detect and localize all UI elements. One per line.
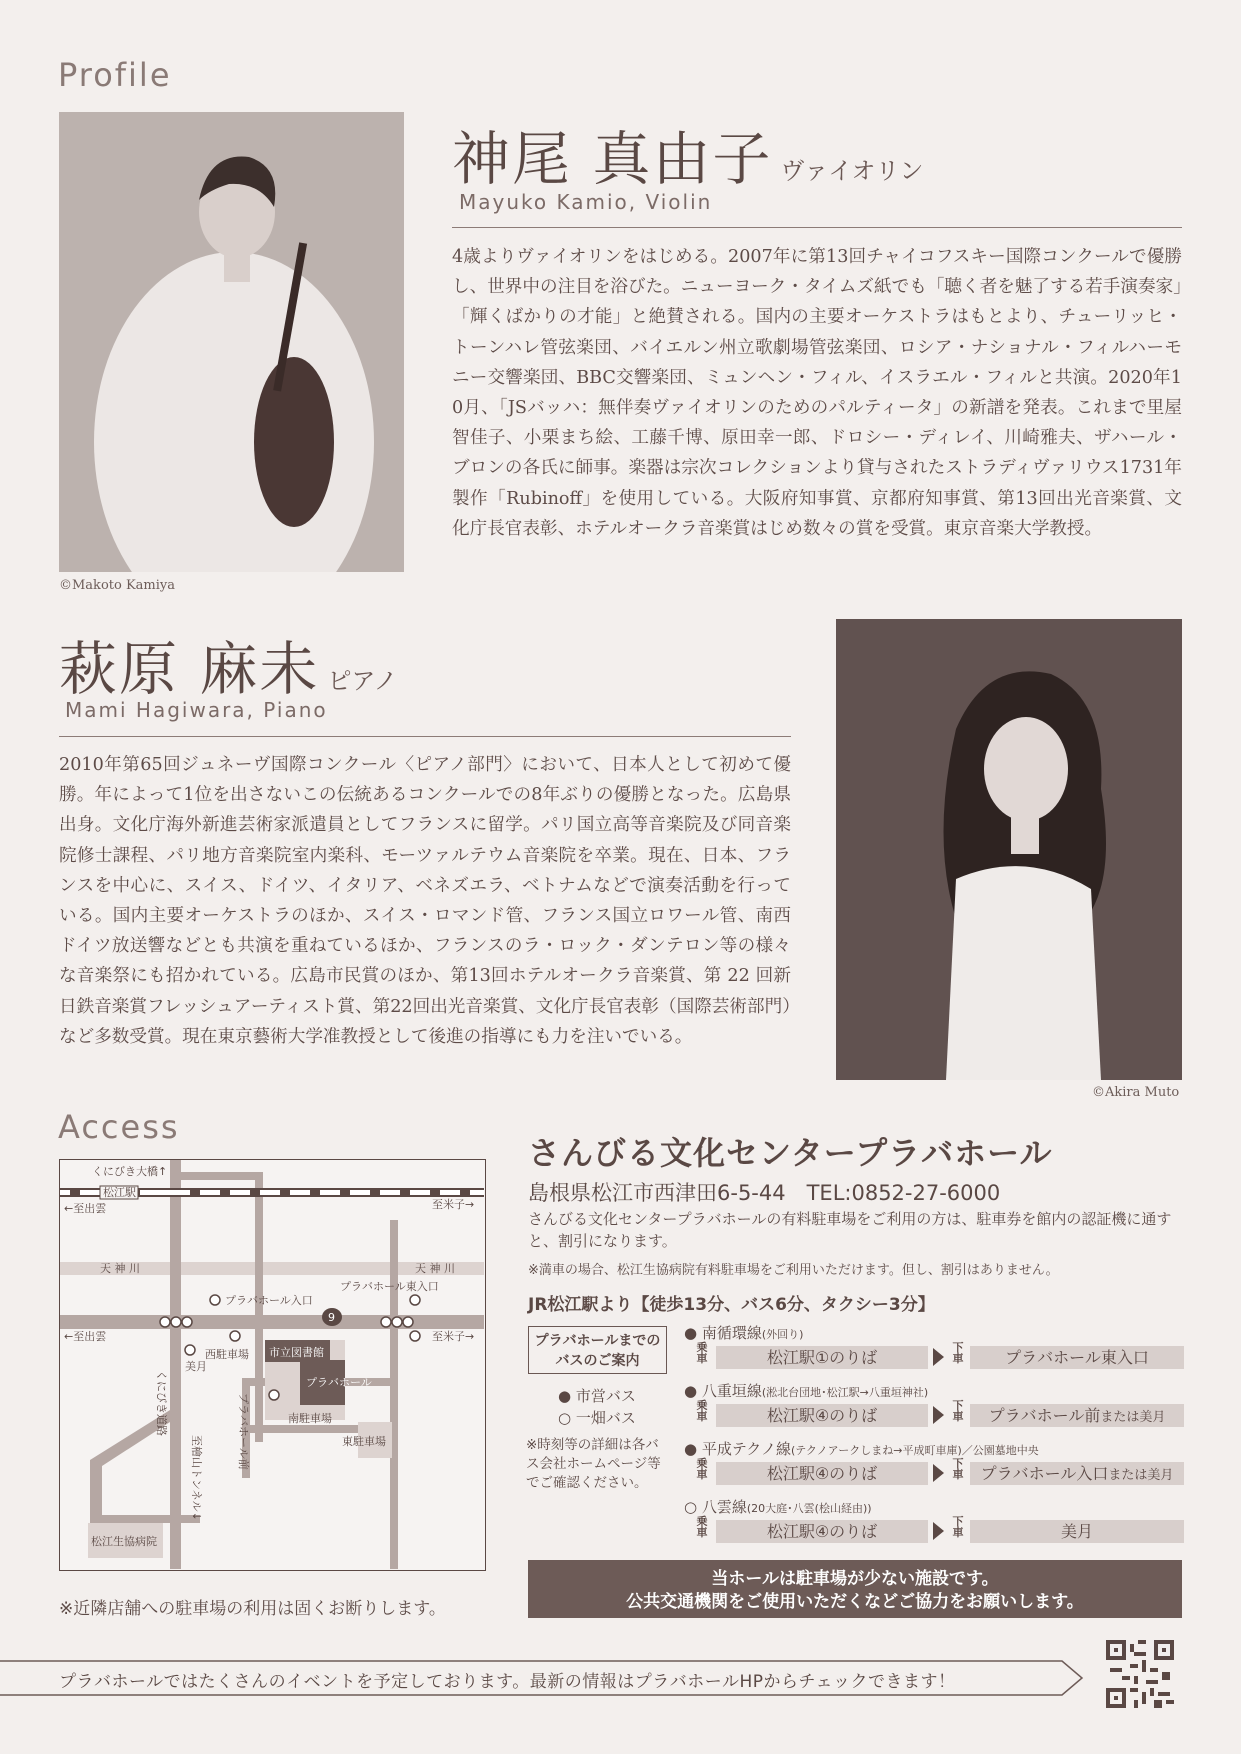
hall-address: 島根県松江市西津田6-5-44 TEL:0852-27-6000 bbox=[528, 1181, 1001, 1205]
violinist-photo bbox=[59, 112, 404, 572]
pianist-instrument: ピアノ bbox=[327, 667, 398, 695]
footer-text: プラバホールではたくさんのイベントを予定しております。最新の情報はプラバホールHPからチェックできます！ bbox=[59, 1672, 956, 1692]
pianist-divider bbox=[59, 736, 791, 737]
map-label-to-yonago-top: 至米子→ bbox=[432, 1198, 475, 1211]
board-label: 乗車 bbox=[696, 1457, 708, 1481]
alight-label: 下車 bbox=[952, 1515, 964, 1539]
parking-info: さんびる文化センタープラバホールの有料駐車場をご利用の方は、駐車券を館内の認証機に通すと、割引になります。 bbox=[528, 1210, 1172, 1250]
alight-label: 下車 bbox=[952, 1341, 964, 1365]
qr-code[interactable] bbox=[1106, 1640, 1174, 1708]
board-label: 乗車 bbox=[696, 1515, 708, 1539]
board-label: 乗車 bbox=[696, 1341, 708, 1365]
arrow-icon bbox=[933, 1464, 944, 1482]
timetable-note: ※時刻等の詳細は各バス会社ホームページ等でご確認ください。 bbox=[526, 1437, 661, 1491]
violinist-bio: 4歳よりヴァイオリンをはじめる。2007年に第13回チャイコフスキー国際コンクールで優勝し、世界中の注目を浴びた。ニューヨーク・タイムズ紙でも「聴く者を魅了する若手演奏家」「輝くばかりの才能」と絶賛される。国内の主要オーケストラはもとより、チューリッヒ・トーンハレ管弦楽団、バイエルン州立歌劇場管弦楽団、ロシア・ナショナル・フィルハーモニー交響楽団、BBC交響楽団、ミュンヘン・フィル、イスラエル・フィルと共演。2020年10月、「JSバッハ：無伴奏ヴァイオリンのためのパルティータ」の新譜を発表。これまで里屋智佳子、小栗まち絵、工藤千博、原田幸一郎、ドロシー・ディレイ、川崎雅夫、ザハール・ブロンの各氏に師事。楽器は宗次コレクションより貸与されたストラディヴァリウス1731年製作「Rubinoff」を使用している。大阪府知事賞、京都府知事賞、第13回出光音楽賞、文化庁長官表彰、ホテルオークラ音楽賞はじめ数々の賞を受賞。東京音楽大学教授。 bbox=[452, 247, 1183, 539]
map-label-hall-entrance: プラバホール入口 bbox=[225, 1294, 313, 1307]
map-label-tenjin-river-right: 天 神 川 bbox=[415, 1262, 455, 1275]
map-label-to-izumo-top: ←至出雲 bbox=[64, 1202, 107, 1215]
pianist-photo-credit: ©Akira Muto bbox=[1092, 1085, 1180, 1100]
legend-city-bus: ● 市営バス bbox=[558, 1387, 636, 1405]
legend-ichibata-bus: ○ 一畑バス bbox=[558, 1409, 636, 1427]
violinist-name: 神尾 真由子 bbox=[452, 125, 773, 193]
footer-bar bbox=[0, 1660, 1090, 1696]
access-map bbox=[59, 1159, 486, 1571]
map-label-east-parking: 東駐車場 bbox=[342, 1435, 386, 1448]
banner-line-2: 公共交通機関をご使用いただくなどご協力をお願いします。 bbox=[626, 1592, 1084, 1612]
hall-name: さんびる文化センタープラバホール bbox=[528, 1134, 1053, 1172]
map-label-plaba-hall: プラバホール bbox=[306, 1376, 372, 1389]
map-label-hospital: 松江生協病院 bbox=[91, 1535, 157, 1548]
route-to: プラバホール東入口 bbox=[970, 1346, 1184, 1369]
pianist-bio: 2010年第65回ジュネーヴ国際コンクール〈ピアノ部門〉において、日本人として初めて優勝。年によって1位を出さないこの伝統あるコンクールでの8年ぶりの優勝となった。広島県出身。文化庁海外新進芸術家派遣員としてフランスに留学。パリ国立高等音楽院及び同音楽院修士課程、パリ地方音楽院室内楽科、モーツァルテウム音楽院を卒業。現在、日本、フランスを中心に、スイス、ドイツ、イタリア、ベネズエラ、ベトナムなどで演奏活動を行っている。国内主要オーケストラのほか、スイス・ロマンド管、フランス国立ロワール管、南西ドイツ放送響などとも共演を重ねているほか、フランスのラ・ロック・ダンテロン等の様々な音楽祭にも招かれている。広島市民賞のほか、第13回ホテルオークラ音楽賞、第 22 回新日鉄音楽賞フレッシュアーティスト賞、第22回出光音楽賞、文化庁長官表彰（国際芸術部門）など多数受賞。現在東京藝術大学准教授として後進の指導にも力を注いでいる。 bbox=[59, 755, 791, 1047]
map-label-library: 市立図書館 bbox=[269, 1346, 324, 1359]
bus-legend bbox=[558, 1385, 636, 1429]
map-label-tenjin-river-left: 天 神 川 bbox=[100, 1262, 140, 1275]
map-label-south-parking: 南駐車場 bbox=[288, 1412, 332, 1425]
map-label-hall-east-entrance: プラバホール東入口 bbox=[340, 1280, 439, 1293]
pianist-photo bbox=[836, 619, 1182, 1080]
route-title: ● 平成テクノ線(テクノアークしまね→平成町車庫)／公園墓地中央 bbox=[684, 1440, 1039, 1458]
route-from: 松江駅④のりば bbox=[716, 1520, 928, 1543]
map-label-plaba-hall-mae: プラバホール前 bbox=[237, 1393, 250, 1470]
route-to: プラバホール入口または美月 bbox=[970, 1462, 1184, 1485]
map-label-matsue-station: 松江駅 bbox=[103, 1186, 136, 1199]
pianist-name-en: Mami Hagiwara, Piano bbox=[65, 698, 328, 722]
pianist-heading bbox=[59, 622, 398, 706]
profile-section-label: Profile bbox=[58, 56, 172, 94]
arrow-icon bbox=[933, 1348, 944, 1366]
banner-line-1: 当ホールは駐車場が少ない施設です。 bbox=[711, 1569, 999, 1589]
arrow-icon bbox=[933, 1522, 944, 1540]
map-label-west-parking: 西駐車場 bbox=[205, 1348, 249, 1361]
pianist-name: 萩原 麻未 bbox=[59, 635, 320, 703]
board-label: 乗車 bbox=[696, 1399, 708, 1423]
map-label-to-yonago-mid: 至米子→ bbox=[432, 1330, 475, 1343]
route-from: 松江駅④のりば bbox=[716, 1462, 928, 1485]
map-note: ※近隣店舗への駐車場の利用は固くお断りします。 bbox=[59, 1599, 446, 1619]
route-from: 松江駅①のりば bbox=[716, 1346, 928, 1369]
parking-note: ※満車の場合、松江生協病院有料駐車場をご利用いただけます。但し、割引はありません。 bbox=[528, 1263, 1059, 1278]
route-from: 松江駅④のりば bbox=[716, 1404, 928, 1427]
bus-box-label: プラバホールまでのバスのご案内 bbox=[528, 1326, 667, 1374]
map-label-kunibiki-bridge: くにびき大橋↑ bbox=[92, 1165, 168, 1178]
route-to: 美月 bbox=[970, 1520, 1184, 1543]
route-title: ○ 八雲線(20大庭･八雲(桧山経由)) bbox=[684, 1498, 872, 1516]
notice-banner bbox=[528, 1560, 1182, 1618]
map-label-to-izumo-mid: ←至出雲 bbox=[64, 1330, 107, 1343]
map-label-to-tunnel: 至檜山トンネル↓ bbox=[190, 1435, 203, 1521]
violinist-divider bbox=[452, 227, 1182, 228]
map-label-mitsuki: 美月 bbox=[185, 1360, 207, 1373]
route-title: ● 八重垣線(淞北台団地･松江駅→八重垣神社) bbox=[684, 1382, 929, 1400]
route-title: ● 南循環線(外回り) bbox=[684, 1324, 804, 1342]
arrow-icon bbox=[933, 1406, 944, 1424]
map-label-kunibiki-road: くにびき道路 bbox=[155, 1370, 168, 1436]
violinist-heading bbox=[452, 112, 923, 196]
alight-label: 下車 bbox=[952, 1457, 964, 1481]
access-section-label: Access bbox=[58, 1108, 180, 1146]
map-label-route-9: 9 bbox=[328, 1311, 335, 1324]
violinist-photo-credit: ©Makoto Kamiya bbox=[59, 578, 175, 593]
violinist-name-en: Mayuko Kamio, Violin bbox=[459, 190, 713, 214]
alight-label: 下車 bbox=[952, 1399, 964, 1423]
route-to: プラバホール前または美月 bbox=[970, 1404, 1184, 1427]
jr-info: JR松江駅より【徒歩13分、バス6分、タクシー3分】 bbox=[528, 1295, 935, 1315]
violinist-instrument: ヴァイオリン bbox=[780, 157, 924, 185]
